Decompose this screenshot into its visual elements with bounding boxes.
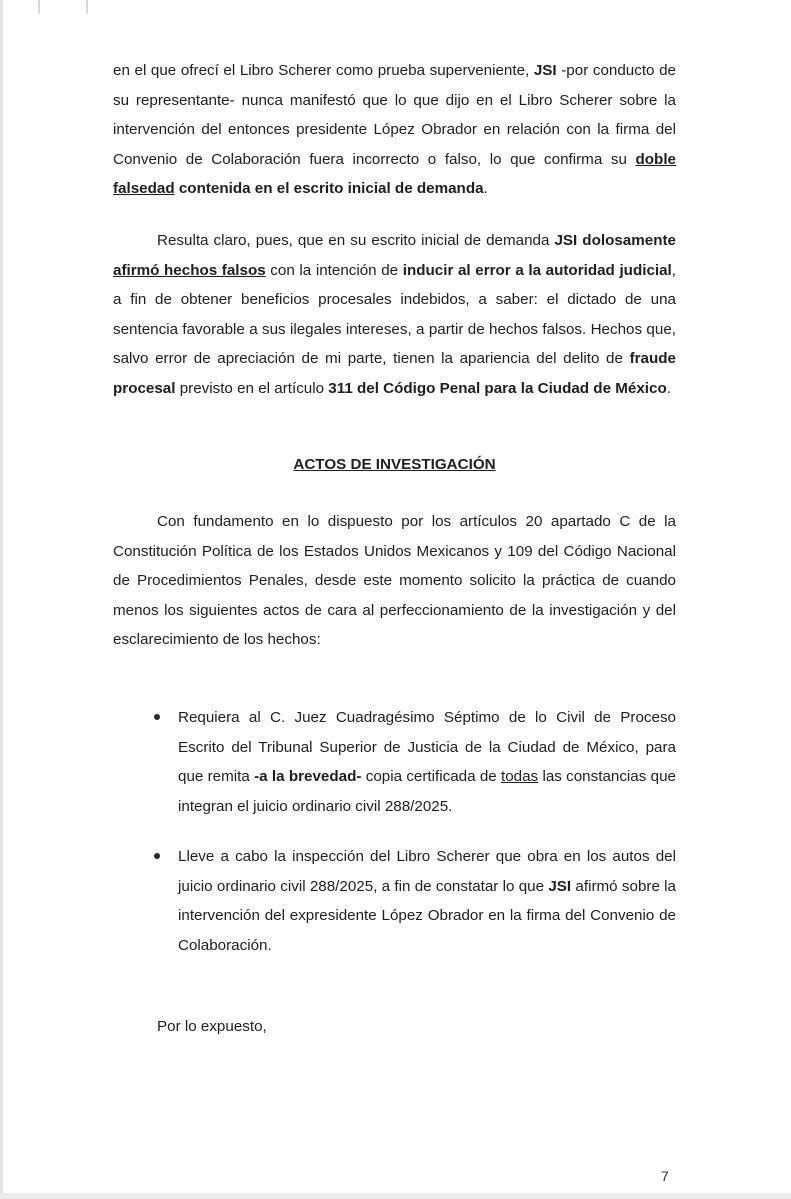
list-item-text: Lleve a cabo la inspección del Libro Scherer que obra en los autos del juicio ordinario civil 288/2025, a fin de constatar lo que JSI afirmó sobre la intervención del expresidente López Obrador en la firma del Convenio de Colaboración. <box>178 848 676 954</box>
paragraph-2: Resulta claro, pues, que en su escrito inicial de demanda JSI dolosamente afirmó hechos falsos con la intención de inducir al error a la autoridad judicial, a fin de obtener beneficios procesales indebidos, a saber: el dictado de una sentencia favorable a sus ilegales intereses, a partir de hechos falsos. Hechos que, salvo error de apreciación de mi parte, tienen la apariencia del delito de fraude procesal previsto en el artículo 311 del Código Penal para la Ciudad de México. <box>113 232 677 397</box>
paragraph-3: Con fundamento en lo dispuesto por los artículos 20 apartado C de la Constitución Política de los Estados Unidos Mexicanos y 109 del Código Nacional de Procedimientos Penales, desde este momento solicito la práctica de cuando menos los siguientes actos de cara al perfeccionamiento de la investigación y del esclarecimiento de los hechos: <box>113 513 676 648</box>
bullet-icon <box>154 714 160 720</box>
scan-mark <box>38 0 40 14</box>
bullet-icon <box>154 853 160 859</box>
page-number: 7 <box>661 1168 669 1184</box>
scan-edge <box>0 0 3 1199</box>
list-item-text: Requiera al C. Juez Cuadragésimo Séptimo de lo Civil de Proceso Escrito del Tribunal Superior de Justicia de la Ciudad de México, para que remita -a la brevedad- copia certificada de todas las constancias que integran el juicio ordinario civil 288/2025. <box>178 709 676 815</box>
closing-text: Por lo expuesto, <box>157 1018 267 1035</box>
scan-mark <box>86 0 88 14</box>
paragraph-1: en el que ofrecí el Libro Scherer como prueba superveniente, JSI -por conducto de su representante- nunca manifestó que lo que dijo en el Libro Scherer sobre la intervención del entonces presidente López Obrador en relación con la firma del Convenio de Colaboración fuera incorrecto o falso, lo que confirma su doble falsedad contenida en el escrito inicial de demanda. <box>113 62 676 197</box>
scan-edge-bottom <box>0 1193 791 1199</box>
section-heading: ACTOS DE INVESTIGACIÓN <box>293 456 496 473</box>
